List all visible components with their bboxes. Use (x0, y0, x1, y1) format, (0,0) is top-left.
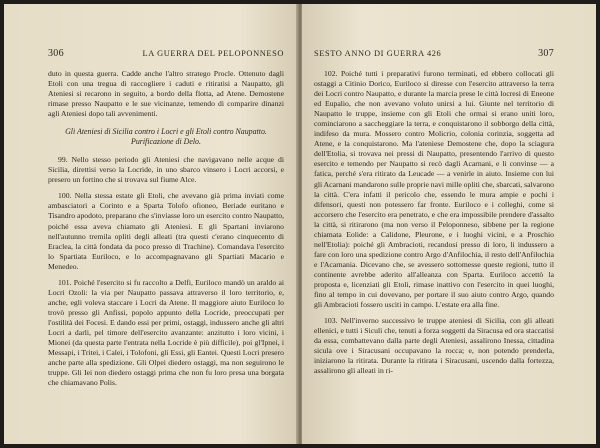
section-heading: Gli Ateniesi di Sicilia contro i Locri e gli Etoli contro Naupatto. Purificazione di Delo. (65, 127, 267, 147)
left-page (4, 4, 298, 444)
paragraph: 100. Nella stessa estate gli Etoli, che avevano già prima inviati come ambasciatori a Corinto e a Sparta Tolofo ofioneo, Beriade euritano e Tisandro apodoto, preparano che s'inviasse loro un esercito contro Naupatto, poiché essa aveva chiamato gli Ateniesi. E gli Spartani inviarono nell'autunno tremila opliti degli alleati (tra questi c'erano cinquecento di Eraclea, la città fondata da poco presso di Trachine). Comandava l'esercito lo Spartiata Euriloco, e lo accompagnavano gli Spartiati Macario e Menedeo. (48, 191, 284, 271)
right-page-number: 307 (538, 48, 554, 59)
left-running-head: LA GUERRA DEL PELOPONNESO (142, 49, 284, 58)
right-running-head: SESTO ANNO DI GUERRA 426 (314, 49, 442, 58)
right-page-body (314, 69, 554, 376)
left-page-number: 306 (48, 48, 64, 59)
right-page-header (314, 10, 554, 59)
right-page (302, 4, 596, 444)
paragraph: 99. Nello stesso periodo gli Ateniesi che navigavano nelle acque di Sicilia, direttisi verso la Locride, in uno sbarco vinsero i Locri accorsi, e presero un fortino che si trovava sul fiume Alce. (48, 155, 284, 185)
left-page-header (48, 10, 284, 59)
paragraph: duto in questa guerra. Cadde anche l'altro stratego Procle. Ottenuto dagli Etoli con una tregua di raccogliere i caduti e ritiratisi a Naupatto, gli Ateniesi si recarono in seguito, a bordo della flotta, ad Atene. Demostene rimase presso Naupatto e le sue vicinanze, temendo di comparire dinanzi agli Ateniesi dopo tali avvenimenti. (48, 69, 284, 119)
paragraph: 101. Poiché l'esercito si fu raccolto a Delfi, Euriloco mandò un araldo ai Locri Ozoli: la via per Naupatto passava attraverso il loro territorio, e, anche, egli voleva staccare i Locri da Atene. Il maggiore aiuto Euriloco lo trovò presso gli Anfissi, popolo appunto della Locride, preoccupati per l'ostilità dei Focesi. E dando essi per primi, ostaggi, indussero anche gli altri Locri a darli, pel timore dell'esercito avanzante: anzitutto i loro vicini, i Mionei (da questa parte l'entrata nella Locride è più difficile), poi gl'Ipnei, i Messapi, i Tritei, i Calei, i Tolofoni, gli Essi, gli Eantei. Questi Locri presero anche parte alla spedizione. Gli Olpei diedero ostaggi, ma non seguirono le truppe. Gli Iei non diedero ostaggi prima che non fu loro presa una borgata che chiamavano Polis. (48, 277, 284, 388)
paragraph: 102. Poiché tutti i preparativi furono terminati, ed ebbero collocati gli ostaggi a Citinio Dorico, Euriloco si diresse con l'esercito attraverso la terra dei Locri contro Naupatto, e durante la marcia prese le città locresi di Eneone ed Eupalio, che non avevano voluto unirsi a lui. Giunte nel territorio di Naupatto le truppe, insieme con gli Etoli che ormai si erano uniti loro, cominciarono a saccheggiare la terra, e conquistarono il sobborgo della città, indifeso da mura. Mossero contro Molicrio, colonia corinzia, soggetta ad Atene, e la conquistarono. Ma l'ateniese Demostene che, dopo la sciagura dell'Etolia, si trovava nei pressi di Naupatto, presentendo l'arrivo di questo esercito e temendo per Naupatto si recò dagli Acarnani, e li convinse — a fatica, perché s'era ritirato da Leucade — a venirle in aiuto. Insieme con lui gli Acarnani mandarono sulle proprie navi mille opliti che, sbarcati, salvarono la città. C'era infatti il pericolo che, essendo le mura ampie e pochi i difensori, questi non potessero far fronte. Euriloco e i colleghi, come si accorsero che l'esercito era penetrato, e che era impossibile prendere d'assalto la città, si ritirarono (ma non verso il Peloponneso, sibbene per la regione chiamata Eolide: a Calidone, Pleurone, e i luoghi vicini, e a Proschio nell'Etolia): poiché gli Ambracioti, recandosi presso di loro, li indussero a fare con loro una spedizione contro Argo d'Anfilochia, il resto dell'Anfilochia e l'Acarnania. Dicevano che, se avessero sottomesse queste regioni, tutto il continente avrebbe aderito all'alleanza con Sparta. Euriloco accettò la proposta e, licenziati gli Etoli, rimase inattivo con l'esercito in quei luoghi, fino al tempo in cui dovevano, per portare il suo aiuto contro Argo, quando gli Ambracioti fossero usciti in campo. L'estate era alla fine. (314, 69, 554, 310)
left-page-body (48, 69, 284, 388)
paragraph: 103. Nell'inverno successivo le truppe ateniesi di Sicilia, con gli alleati ellenici, e tutti i Siculi che, tenuti a forza soggetti da Siracusa ed ora staccatisi da essa, combattevano dalla parte degli Ateniesi, assalirono Inessa, cittadina sicula ove i Siracusani occupavano la rocca; e, non potendo prenderla, iniziarono la ritirata. Durante la ritirata i Siracusani, uscendo dalla fortezza, assalirono gli alleati in ri- (314, 316, 554, 376)
